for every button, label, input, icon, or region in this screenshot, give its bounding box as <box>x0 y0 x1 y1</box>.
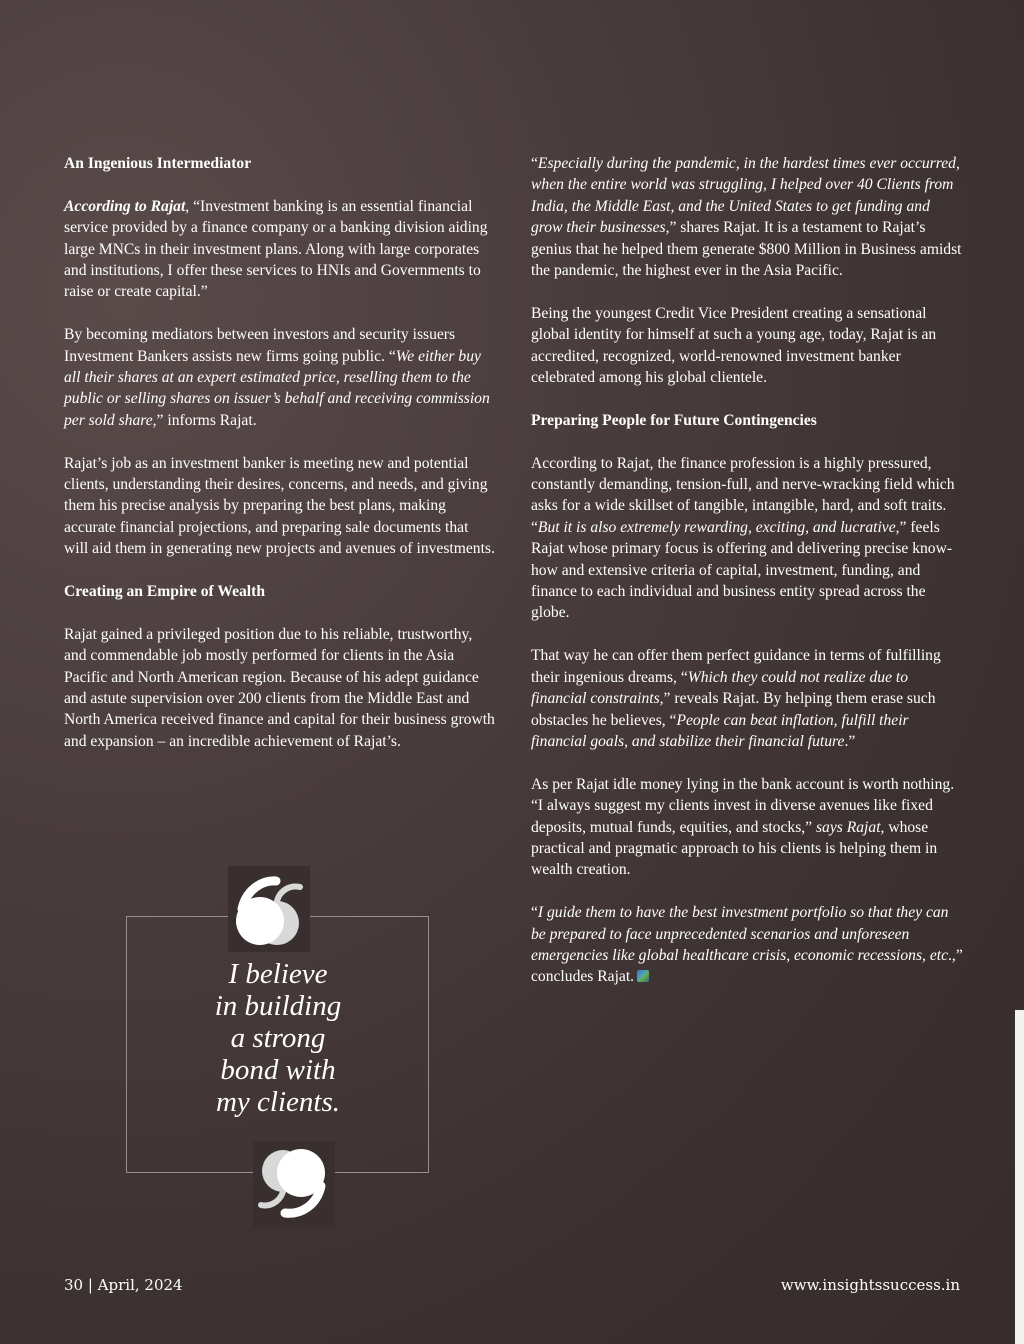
page-edge-strip <box>1015 1010 1024 1344</box>
text: By becoming mediators between investors and security issuers Investment Bankers assists new firms going public. “ <box>64 326 456 365</box>
pull-quote-line: I believe <box>228 958 328 990</box>
pull-quote-line: bond with <box>220 1054 336 1086</box>
text: , “Investment banking is an essential financial service provided by a finance company or a banking division aiding large MNCs in their investment plans. Along with large corporates and institutions, I offer these services to HNIs and Governments to raise or create capital.” <box>64 197 488 301</box>
text: That way he can offer them perfect guidance in terms of fulfilling their ingenious dreams, “ <box>531 647 941 686</box>
paragraph <box>531 453 963 624</box>
right-column <box>531 153 963 1009</box>
left-column <box>64 153 496 774</box>
open-quote-icon <box>228 866 310 952</box>
quote-italic: I guide them to have the best investment portfolio so that they can be prepared to face unprecedented scenarios and unforeseen emergencies like global healthcare crisis, economic recessions, etc <box>531 904 949 964</box>
end-mark-icon <box>637 970 649 982</box>
paragraph: Being the youngest Credit Vice President creating a sensational global identity for himself at such a young age, today, Rajat is an accredited, recognized, world-renowned investment banker celebrated among his global clientele. <box>531 304 937 387</box>
quote-italic: People can beat inflation, fulfill their financial goals, and stabilize their financial future <box>531 711 909 750</box>
quote-italic: We either buy all their shares at an expert estimated price, reselling them to the public or selling shares on issuer’s behalf and receiving commission per sold share <box>64 347 490 429</box>
text: According to Rajat, the finance profession is a highly pressured, constantly demanding, tension-full, and nerve-wracking field which asks for a wide skillset of tangible, intangible, hard, and soft traits. “ <box>531 454 955 536</box>
text: ,” feels Rajat whose primary focus is offering and delivering precise know-how and extensive criteria of capital, investment, funding, and finance to each individual and business entity spread across the globe. <box>531 518 953 622</box>
quote-italic: says Rajat, <box>815 818 885 836</box>
paragraph <box>531 153 963 281</box>
text: “ <box>531 155 538 172</box>
pull-quote-text <box>140 958 416 1118</box>
quote-italic: But it is also extremely rewarding, exciting, and lucrative <box>537 518 896 536</box>
text: As per Rajat idle money lying in the bank account is worth nothing. “I always suggest my clients invest in diverse avenues like fixed deposits, mutual funds, equities, and stocks,” <box>531 775 955 836</box>
paragraph <box>64 196 496 303</box>
text: ,” informs Rajat. <box>152 411 257 429</box>
quote-italic: Especially during the pandemic, in the hardest times ever occurred, when the entire world was struggling, I helped over 40 Clients from India, the Middle East, and the United States to get funding and grow their businesses <box>531 155 960 237</box>
text: “ <box>531 904 538 922</box>
emphasis: According to Rajat <box>64 197 186 215</box>
text: ,” shares Rajat. It is a testament to Rajat’s genius that he helped them generate $800 Million in Business amidst the pandemic, the highest ever in the Asia Pacific. <box>531 219 962 280</box>
page-number: 30 | April, 2024 <box>64 1276 183 1294</box>
text: .” <box>844 732 856 750</box>
paragraph: Rajat gained a privileged position due to his reliable, trustworthy, and commendable job mostly performed for clients in the Asia Pacific and North American region. Because of his adept guidance and astute supervision over 200 clients from the Middle East and North America received finance and capital for their business growth and expansion – an incredible achievement of Rajat’s. <box>64 625 495 750</box>
heading-empire-of-wealth: Creating an Empire of Wealth <box>64 583 265 601</box>
paragraph: Rajat’s job as an investment banker is meeting new and potential clients, understanding their desires, concerns, and needs, and giving them his precise analysis by preparing the best plans, making accurate financial projections, and preparing sale documents that will aid them in generating new projects and avenues of investments. <box>64 454 495 558</box>
paragraph <box>531 774 963 881</box>
text: whose practical and pragmatic approach to his clients is helping them in wealth creation. <box>531 818 938 879</box>
heading-ingenious-intermediator: An Ingenious Intermediator <box>64 155 252 172</box>
pull-quote-line: a strong <box>230 1022 326 1054</box>
close-quote-icon <box>253 1141 335 1227</box>
paragraph <box>531 902 963 988</box>
quote-italic: Which they could not realize due to financial constraints <box>531 668 909 708</box>
text: ,” reveals Rajat. By helping them erase such obstacles he believes, “ <box>531 690 936 729</box>
text: .,” concludes Rajat. <box>531 946 963 986</box>
pull-quote-line: my clients. <box>215 1086 340 1118</box>
heading-future-contingencies: Preparing People for Future Contingencies <box>531 411 817 429</box>
pull-quote-line: in building <box>214 990 342 1022</box>
paragraph <box>531 645 963 752</box>
paragraph <box>64 324 496 431</box>
website-url: www.insightssuccess.in <box>780 1276 960 1294</box>
